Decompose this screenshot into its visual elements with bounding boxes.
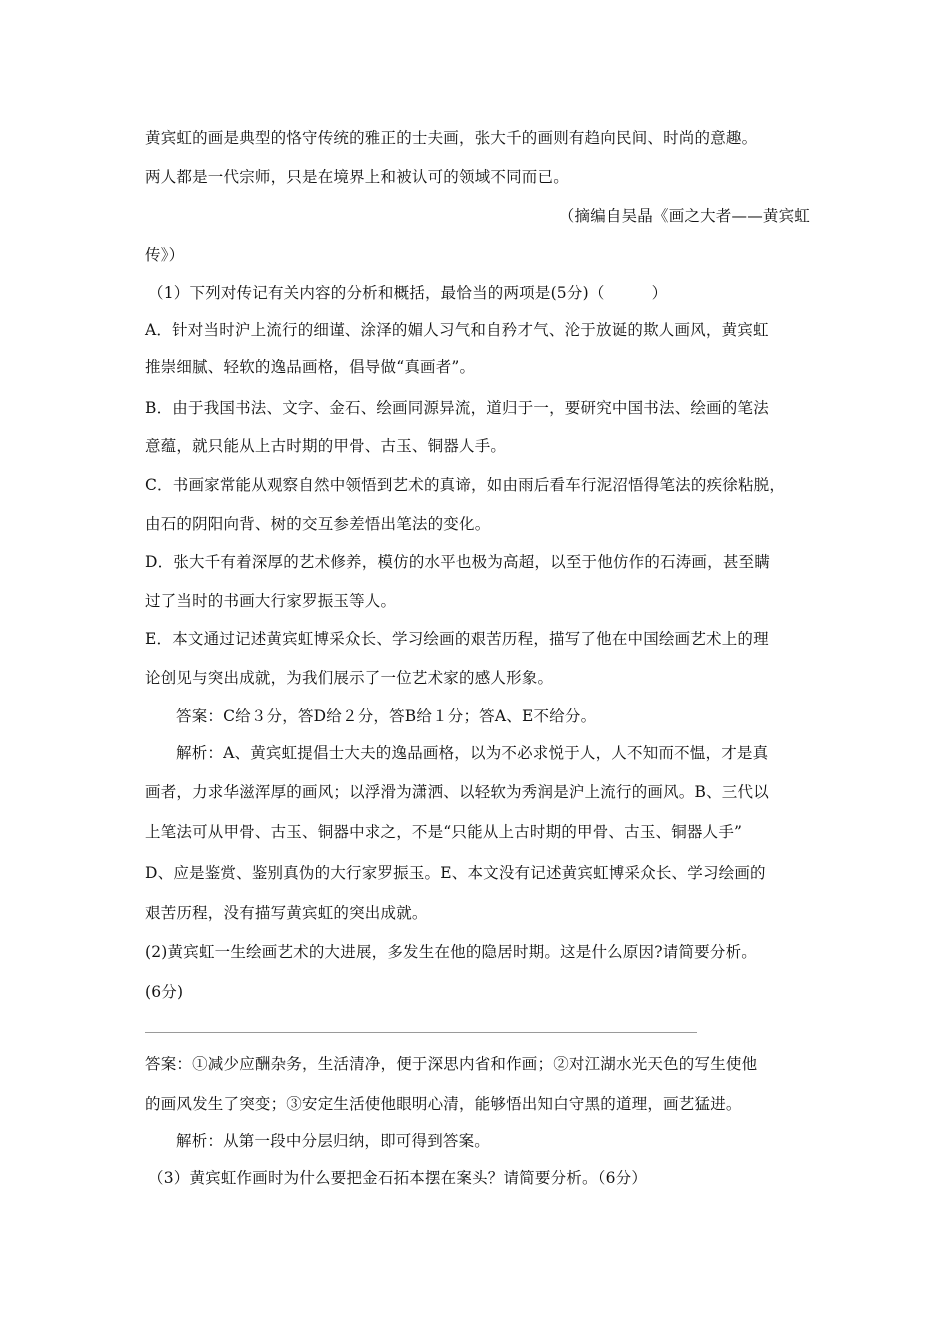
option-a-cont: 推崇细腻、轻软的逸品画格，倡导做“真画者”。 — [145, 358, 476, 376]
question-1-analysis-cont: 艰苦历程，没有描写黄宾虹的突出成就。 — [145, 904, 428, 922]
option-e-cont: 论创见与突出成就，为我们展示了一位艺术家的感人形象。 — [145, 669, 554, 687]
option-d-cont: 过了当时的书画大行家罗振玉等人。 — [145, 592, 397, 610]
option-b: B．由于我国书法、文字、金石、绘画同源异流，道归于一，要研究中国书法、绘画的笔法 — [145, 399, 769, 417]
option-c-cont: 由石的阴阳向背、树的交互参差悟出笔法的变化。 — [145, 515, 491, 533]
option-b-cont: 意蕴，就只能从上古时期的甲骨、古玉、铜器人手。 — [145, 437, 507, 455]
question-1-answer: 答案：C给３分，答D给２分，答B给１分；答A、E不给分。 — [176, 707, 597, 725]
question-1-analysis: 解析：A、黄宾虹提倡士大夫的逸品画格，以为不必求悦于人，人不知而不愠，才是真 — [176, 744, 769, 762]
answer-line — [145, 1032, 697, 1033]
question-2-stem: (2)黄宾虹一生绘画艺术的大进展，多发生在他的隐居时期。这是什么原因?请简要分析。 — [145, 943, 757, 961]
question-1-analysis-cont: 上笔法可从甲骨、古玉、铜器中求之，不是“只能从上古时期的甲骨、古玉、铜器人手” — [145, 823, 743, 841]
passage-line: 两人都是一代宗师，只是在境界上和被认可的领域不同而已。 — [145, 168, 569, 186]
question-3-stem: （3）黄宾虹作画时为什么要把金石拓本摆在案头？请简要分析。（6分） — [148, 1169, 648, 1187]
source-citation-cont: 传》） — [145, 246, 185, 264]
option-e: E．本文通过记述黄宾虹博采众长、学习绘画的艰苦历程，描写了他在中国绘画艺术上的理 — [145, 630, 769, 648]
question-1-stem: （1）下列对传记有关内容的分析和概括，最恰当的两项是(5分)（ ） — [148, 284, 668, 302]
question-2-analysis: 解析：从第一段中分层归纳，即可得到答案。 — [176, 1132, 491, 1150]
option-c: C．书画家常能从观察自然中领悟到艺术的真谛，如由雨后看车行泥沼悟得笔法的疾徐粘脱， — [145, 476, 786, 494]
source-citation: （摘编自吴晶《画之大者——黄宾虹 — [558, 207, 810, 225]
question-2-answer: 答案：①减少应酬杂务，生活清净，便于深思内省和作画；②对江湖水光天色的写生使他 — [145, 1055, 758, 1073]
passage-line: 黄宾虹的画是典型的恪守传统的雅正的士夫画，张大千的画则有趋向民间、时尚的意趣。 — [145, 129, 758, 147]
question-2-stem-cont: (6分) — [145, 983, 184, 1001]
question-1-analysis-cont: 画者，力求华滋浑厚的画风；以浮滑为潇洒、以轻软为秀润是沪上流行的画风。B、三代以 — [145, 783, 769, 801]
question-2-answer-cont: 的画风发生了突变；③安定生活使他眼明心清，能够悟出知白守黑的道理，画艺猛进。 — [145, 1095, 742, 1113]
option-d: D．张大千有着深厚的艺术修养，模仿的水平也极为高超，以至于他仿作的石涛画，甚至瞒 — [145, 553, 770, 571]
question-1-analysis-cont: D、应是鉴赏、鉴别真伪的大行家罗振玉。E、本文没有记述黄宾虹博采众长、学习绘画的 — [145, 864, 766, 882]
option-a: A．针对当时沪上流行的细谨、涂泽的媚人习气和自矜才气、沦于放诞的欺人画风，黄宾虹 — [145, 321, 769, 339]
